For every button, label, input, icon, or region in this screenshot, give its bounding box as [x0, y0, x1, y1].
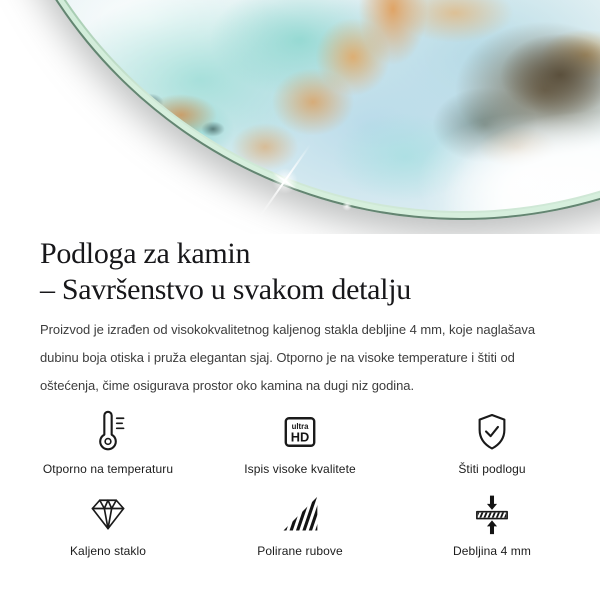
polished-edge-icon	[278, 492, 322, 536]
hero-product-image	[0, 0, 600, 234]
feature-label: Štiti podlogu	[458, 462, 526, 476]
feature-protection	[396, 410, 588, 476]
feature-label: Debljina 4 mm	[453, 544, 531, 558]
feature-thickness	[396, 492, 588, 558]
product-description: Proizvod je izrađen od visokokvalitetnog kaljenog stakla debljine 4 mm, koje naglašava dubinu boja otiska i pruža elegantan sjaj. Otporno je na visoke temperature i štiti od oštećenja, čime osigurava prostor oko kamina na dugi niz godina.	[40, 322, 536, 393]
title-line-2: – Savršenstvo u svakom detalju	[40, 273, 411, 306]
svg-text:HD: HD	[290, 429, 310, 445]
thickness-press-icon	[470, 492, 514, 536]
feature-tempered-glass	[12, 492, 204, 558]
feature-print-quality	[204, 410, 396, 476]
title-line-1: Podloga za kamin	[40, 237, 251, 270]
ultra-hd-icon	[278, 410, 322, 454]
shield-check-icon	[470, 410, 514, 454]
diamond-icon	[86, 492, 130, 536]
feature-label: Otporno na temperaturu	[42, 462, 174, 476]
feature-label: Polirane rubove	[257, 544, 343, 558]
small-glint-icon	[342, 201, 352, 211]
glass-marble-print	[0, 0, 600, 211]
feature-label: Ispis visoke kvalitete	[244, 462, 356, 476]
feature-temperature	[12, 410, 204, 476]
page-title	[40, 236, 572, 308]
thermometer-icon	[86, 410, 130, 454]
feature-polished-edges	[204, 492, 396, 558]
features-grid	[12, 410, 588, 558]
feature-label: Kaljeno staklo	[69, 544, 147, 558]
svg-text:ultra: ultra	[291, 421, 309, 431]
product-info-section	[0, 234, 600, 400]
